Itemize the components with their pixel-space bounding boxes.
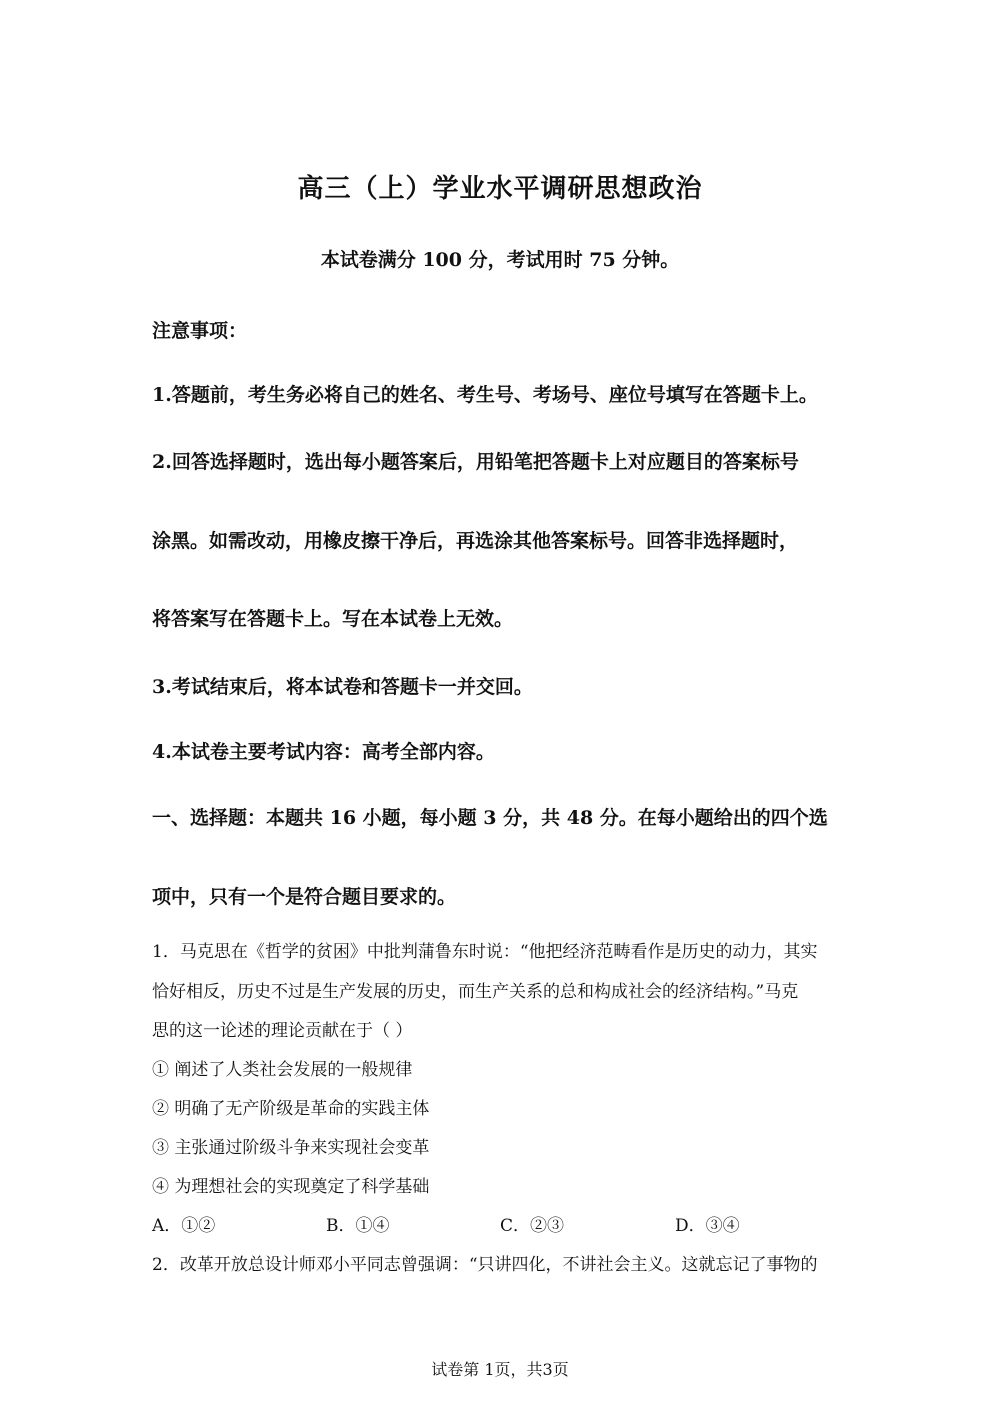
section-heading: 项中，只有一个是符合题目要求的。: [152, 886, 457, 908]
question-1-option-b: B．①④: [326, 1216, 390, 1236]
question-1-item: ③ 主张通过阶级斗争来实现社会变革: [152, 1138, 430, 1158]
question-1-stem: 1．马克思在《哲学的贫困》中批判蒲鲁东时说：“他把经济范畴看作是历史的动力，其实: [152, 942, 818, 962]
exam-title: 高三（上）学业水平调研思想政治: [297, 174, 703, 204]
question-1-stem: 思的这一论述的理论贡献在于（ ）: [152, 1021, 413, 1041]
question-1-stem: 恰好相反，历史不过是生产发展的历史，而生产关系的总和构成社会的经济结构。”马克: [152, 982, 799, 1002]
notice-line: 2.回答选择题时，选出每小题答案后，用铅笔把答题卡上对应题目的答案标号: [152, 451, 799, 473]
question-1-option-a: A．①②: [152, 1216, 216, 1236]
question-2-stem: 2．改革开放总设计师邓小平同志曾强调：“只讲四化，不讲社会主义。这就忘记了事物的: [152, 1255, 818, 1275]
notice-line: 1.答题前，考生务必将自己的姓名、考生号、考场号、座位号填写在答题卡上。: [152, 384, 818, 406]
question-1-item: ② 明确了无产阶级是革命的实践主体: [152, 1099, 430, 1119]
question-1-option-d: D．③④: [675, 1216, 740, 1236]
section-heading: 一、选择题：本题共 16 小题，每小题 3 分，共 48 分。在每小题给出的四个选: [152, 807, 828, 829]
exam-subtitle: 本试卷满分 100 分，考试用时 75 分钟。: [320, 249, 680, 271]
notice-line: 涂黑。如需改动，用橡皮擦干净后，再选涂其他答案标号。回答非选择题时，: [152, 530, 799, 552]
notice-line: 将答案写在答题卡上。写在本试卷上无效。: [152, 608, 514, 630]
page-footer: 试卷第 1页，共3页: [431, 1360, 569, 1379]
question-1-option-c: C．②③: [500, 1216, 565, 1236]
notice-heading: 注意事项：: [152, 320, 248, 342]
notice-line: 3.考试结束后，将本试卷和答题卡一并交回。: [152, 676, 533, 698]
notice-line: 4.本试卷主要考试内容：高考全部内容。: [152, 741, 495, 763]
question-1-item: ④ 为理想社会的实现奠定了科学基础: [152, 1177, 430, 1197]
question-1-item: ① 阐述了人类社会发展的一般规律: [152, 1060, 413, 1080]
